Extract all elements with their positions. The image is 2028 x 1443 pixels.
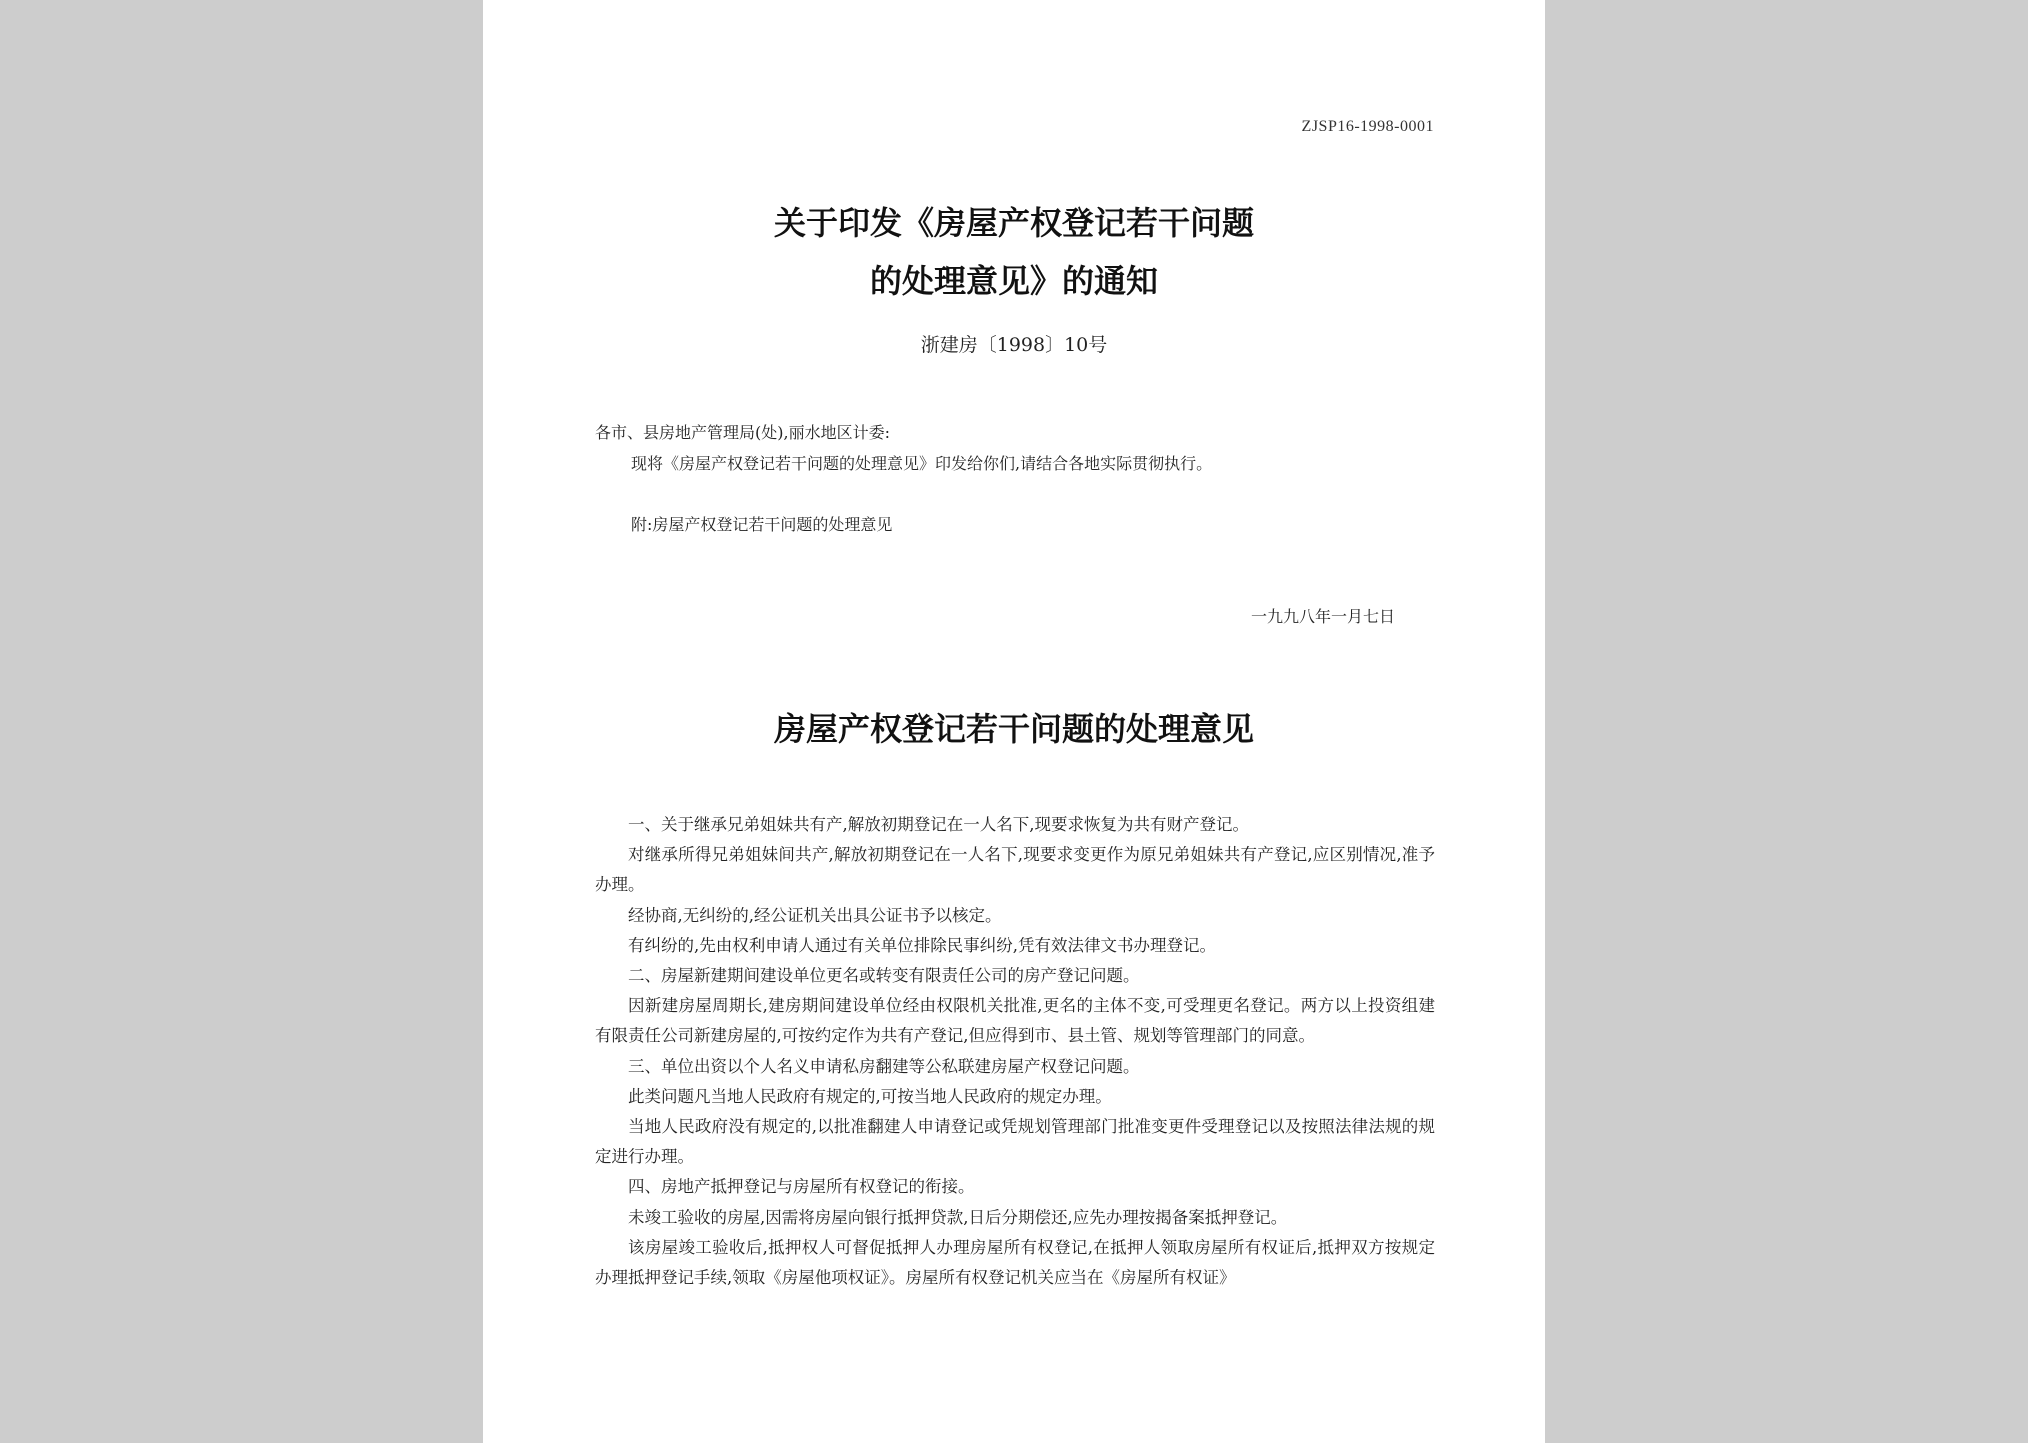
document-number: 浙建房〔1998〕10号 [920,334,1108,356]
notice-title-line-2: 的处理意见》的通知 [869,262,1158,300]
paragraph: 四、房地产抵押登记与房屋所有权登记的衔接。 [628,1177,975,1197]
issue-date: 一九九八年一月七日 [1250,607,1395,626]
document-page [483,0,1545,1443]
notice-title [483,194,1545,310]
paragraph: 未竣工验收的房屋,因需将房屋向银行抵押贷款,日后分期偿还,应先办理按揭备案抵押登记。 [628,1207,1288,1227]
paragraph: 当地人民政府没有规定的,以批准翻建人申请登记或凭规划管理部门批准变更件受理登记以及按照法律法规的规定进行办理。 [595,1117,1435,1167]
paragraph: 对继承所得兄弟姐妹间共产,解放初期登记在一人名下,现要求变更作为原兄弟姐妹共有产登记,应区别情况,准予办理。 [595,845,1435,895]
paragraph: 三、单位出资以个人名义申请私房翻建等公私联建房屋产权登记问题。 [628,1056,1140,1076]
addressee: 各市、县房地产管理局(处),丽水地区计委: [595,423,890,442]
body-text [595,810,1435,1293]
paragraph: 二、房屋新建期间建设单位更名或转变有限责任公司的房产登记问题。 [628,966,1140,986]
attachment-note: 附:房屋产权登记若干问题的处理意见 [631,515,893,534]
section-title: 房屋产权登记若干问题的处理意见 [773,710,1254,748]
document-code: ZJSP16-1998-0001 [1301,118,1434,135]
paragraph: 此类问题凡当地人民政府有规定的,可按当地人民政府的规定办理。 [628,1086,1112,1106]
paragraph: 经协商,无纠纷的,经公证机关出具公证书予以核定。 [628,905,1002,925]
paragraph: 该房屋竣工验收后,抵押权人可督促抵押人办理房屋所有权登记,在抵押人领取房屋所有权证后,抵押双方按规定办理抵押登记手续,领取《房屋他项权证》。房屋所有权登记机关应当在《房屋所有权证》 [595,1237,1435,1288]
paragraph: 有纠纷的,先由权利申请人通过有关单位排除民事纠纷,凭有效法律文书办理登记。 [628,935,1216,955]
intro-paragraph: 现将《房屋产权登记若干问题的处理意见》印发给你们,请结合各地实际贯彻执行。 [631,454,1213,473]
notice-title-line-1: 关于印发《房屋产权登记若干问题 [773,204,1254,242]
paragraph: 因新建房屋周期长,建房期间建设单位经由权限机关批准,更名的主体不变,可受理更名登记。两方以上投资组建有限责任公司新建房屋的,可按约定作为共有产登记,但应得到市、县土管、规划等管理部门的同意。 [595,996,1435,1046]
paragraph: 一、关于继承兄弟姐妹共有产,解放初期登记在一人名下,现要求恢复为共有财产登记。 [628,815,1249,834]
